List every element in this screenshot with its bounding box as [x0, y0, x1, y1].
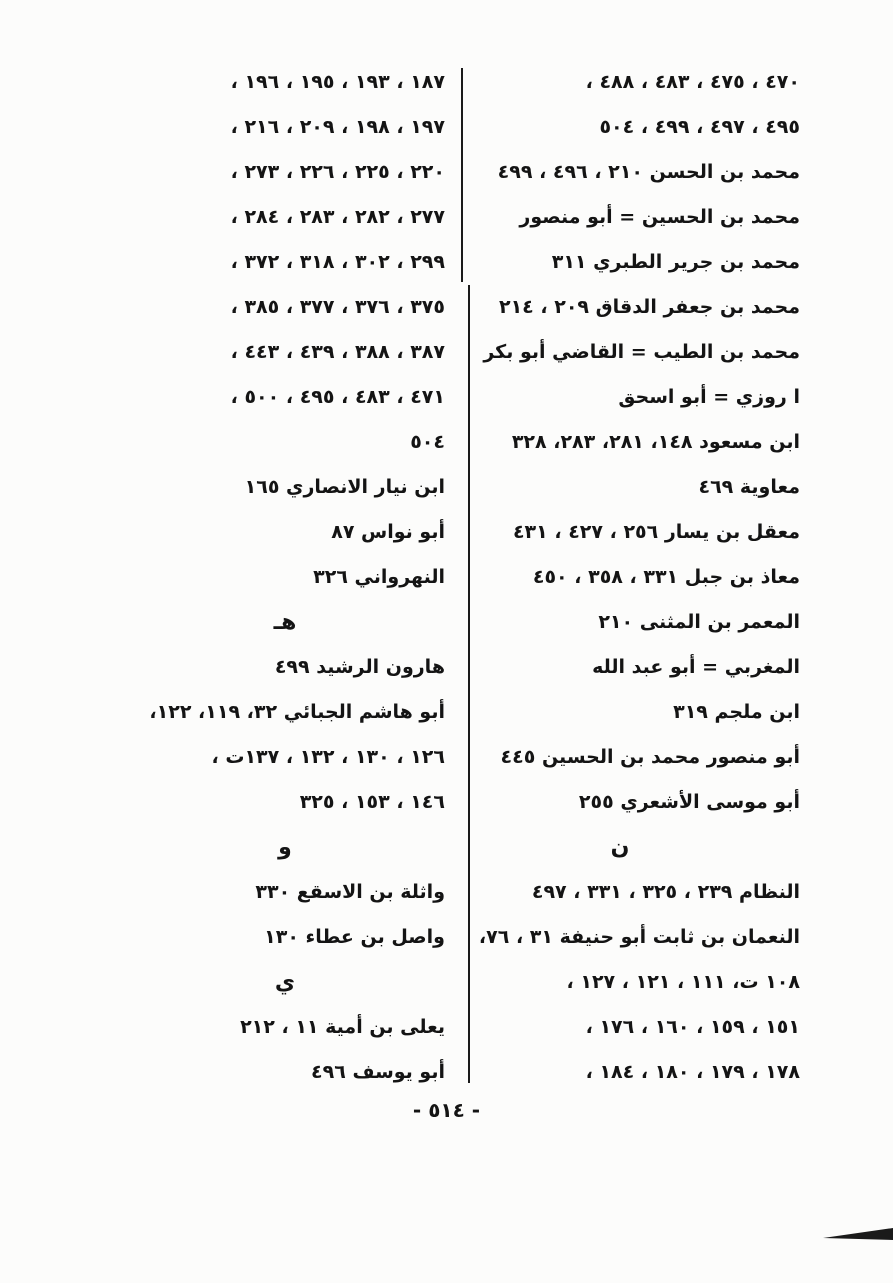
index-line: ١٧٨ ، ١٧٩ ، ١٨٠ ، ١٨٤ ،: [585, 1061, 800, 1083]
index-line: ٤٧٠ ، ٤٧٥ ، ٤٨٣ ، ٤٨٨ ،: [585, 71, 800, 93]
index-line: محمد بن جرير الطبري ٣١١: [551, 251, 800, 273]
index-line: ا روزي = أبو اسحق: [618, 386, 800, 408]
index-line: ١٥١ ، ١٥٩ ، ١٦٠ ، ١٧٦ ،: [585, 1016, 800, 1038]
index-line: النهرواني ٣٢٦: [313, 566, 445, 588]
section-letter-heading: ي: [274, 970, 296, 995]
index-line: ١٤٦ ، ١٥٣ ، ٣٢٥: [299, 791, 445, 813]
index-line: أبو هاشم الجبائي ٣٢، ١١٩، ١٢٢،: [149, 701, 445, 723]
section-letter-heading: و: [278, 835, 292, 860]
index-line: أبو موسى الأشعري ٢٥٥: [578, 791, 800, 813]
section-letter-heading: هـ: [273, 610, 297, 635]
index-line: ابن ملجم ٣١٩: [673, 701, 800, 723]
index-line: واصل بن عطاء ١٣٠: [264, 926, 445, 948]
index-line: محمد بن جعفر الدقاق ٢٠٩ ، ٢١٤: [498, 296, 800, 318]
section-letter-heading: ن: [610, 835, 630, 860]
index-line: ١٨٧ ، ١٩٣ ، ١٩٥ ، ١٩٦ ،: [230, 71, 445, 93]
index-line: ١٩٧ ، ١٩٨ ، ٢٠٩ ، ٢١٦ ،: [230, 116, 445, 138]
index-line: النعمان بن ثابت أبو حنيفة ٣١ ، ٧٦،: [478, 926, 800, 948]
index-line: يعلى بن أمية ١١ ، ٢١٢: [240, 1016, 445, 1038]
index-line: النظام ٢٣٩ ، ٣٢٥ ، ٣٣١ ، ٤٩٧: [531, 881, 800, 903]
index-line: ٢٧٧ ، ٢٨٢ ، ٢٨٣ ، ٢٨٤ ،: [230, 206, 445, 228]
index-line: ٣٧٥ ، ٣٧٦ ، ٣٧٧ ، ٣٨٥ ،: [230, 296, 445, 318]
index-line: معاوية ٤٦٩: [698, 476, 800, 498]
index-line: المعمر بن المثنى ٢١٠: [598, 611, 800, 633]
index-line: ٢٢٠ ، ٢٢٥ ، ٢٢٦ ، ٢٧٣ ،: [230, 161, 445, 183]
index-line: محمد بن الحسين = أبو منصور: [519, 206, 800, 228]
index-line: المغربي = أبو عبد الله: [592, 656, 800, 678]
index-line: ٣٨٧ ، ٣٨٨ ، ٤٣٩ ، ٤٤٣ ،: [230, 341, 445, 363]
index-line: أبو منصور محمد بن الحسين ٤٤٥: [500, 746, 800, 768]
index-line: ١٠٨ ت، ١١١ ، ١٢١ ، ١٢٧ ،: [566, 971, 800, 993]
index-line: أبو نواس ٨٧: [331, 521, 445, 543]
index-column-left: [125, 60, 445, 1095]
index-line: واثلة بن الاسقع ٣٣٠: [255, 881, 445, 903]
index-column-right: [480, 60, 800, 1095]
index-line: ١٢٦ ، ١٣٠ ، ١٣٢ ، ١٣٧ت ،: [211, 746, 445, 768]
index-line: ابن مسعود ١٤٨، ٢٨١، ٢٨٣، ٣٢٨: [511, 431, 800, 453]
column-divider: [461, 68, 463, 282]
index-line: ٢٩٩ ، ٣٠٢ ، ٣١٨ ، ٣٧٢ ،: [230, 251, 445, 273]
index-line: محمد بن الحسن ٢١٠ ، ٤٩٦ ، ٤٩٩: [497, 161, 800, 183]
index-line: ٤٧١ ، ٤٨٣ ، ٤٩٥ ، ٥٠٠ ،: [230, 386, 445, 408]
scan-edge-mark: [823, 1228, 893, 1240]
index-line: ابن نيار الانصاري ١٦٥: [244, 476, 445, 498]
index-line: معاذ بن جبل ٣٣١ ، ٣٥٨ ، ٤٥٠: [532, 566, 800, 588]
index-line: محمد بن الطيب = القاضي أبو بكر: [483, 341, 800, 363]
page-number: - ٥١٤ -: [412, 1098, 481, 1122]
index-line: ٥٠٤: [410, 431, 445, 453]
column-divider: [468, 285, 470, 1083]
index-line: هارون الرشيد ٤٩٩: [274, 656, 445, 678]
index-line: ٤٩٥ ، ٤٩٧ ، ٤٩٩ ، ٥٠٤: [599, 116, 800, 138]
index-line: أبو يوسف ٤٩٦: [311, 1061, 445, 1083]
index-line: معقل بن يسار ٢٥٦ ، ٤٢٧ ، ٤٣١: [512, 521, 800, 543]
